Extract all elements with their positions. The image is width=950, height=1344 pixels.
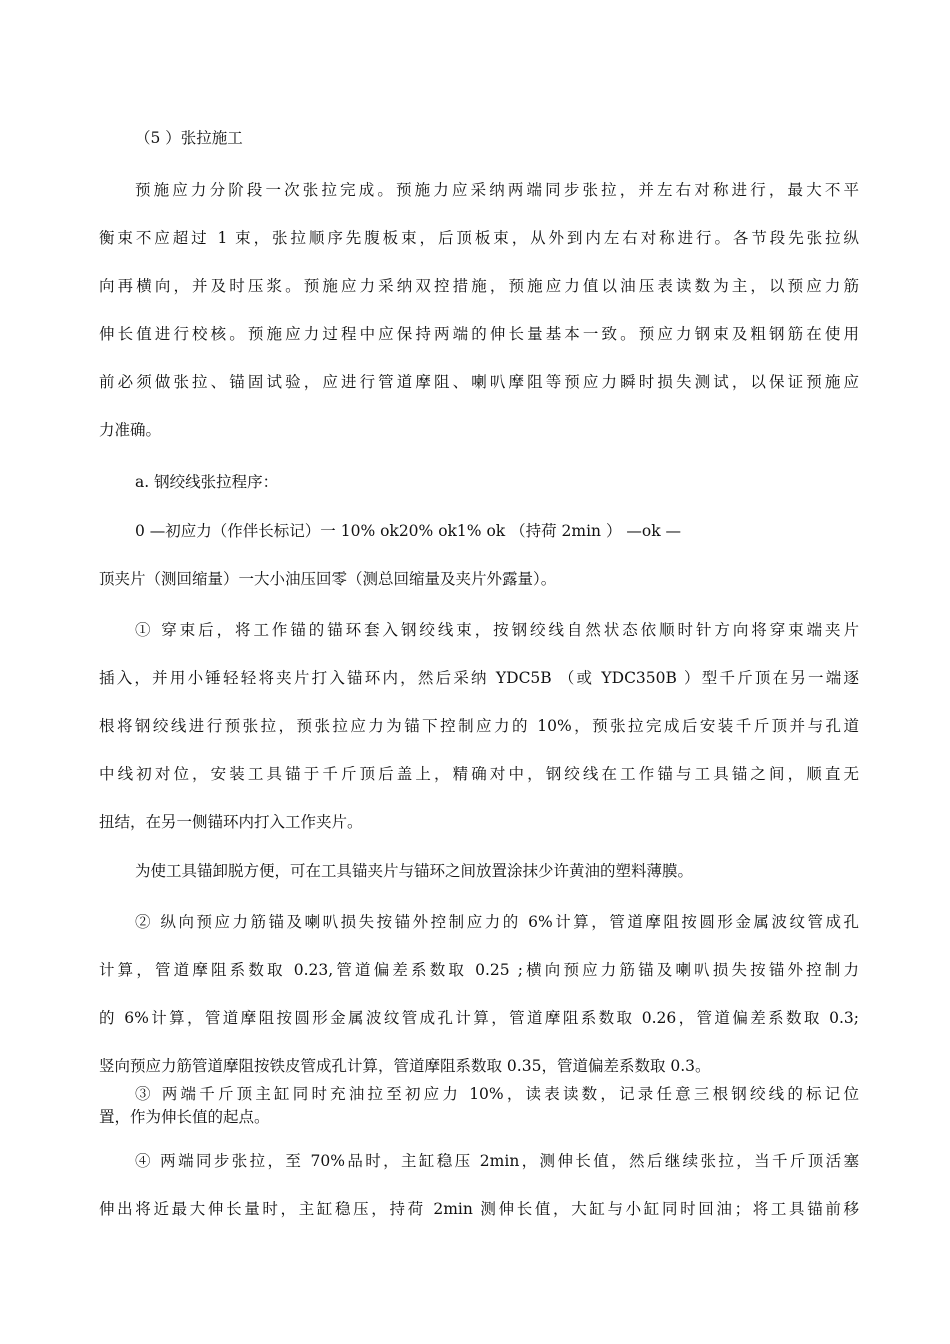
- paragraph-2-line-1: ① 穿束后，将工作锚的锚环套入钢绞线束，按钢绞线自然状态依顺时针方向将穿束端夹片: [135, 621, 859, 639]
- paragraph-1-line-3: 向再横向，并及时压浆。预施应力采纳双控措施，预施应力值以油压表读数为主，以预应力筋: [99, 277, 859, 295]
- paragraph-2-line-2: 插入，并用小锤轻轻将夹片打入锚环内，然后采纳 YDC5B （或 YDC350B ）型千斤顶在另一端逐: [99, 669, 859, 687]
- paragraph-1-line-1: 预施应力分阶段一次张拉完成。预施力应采纳两端同步张拉，并左右对称进行，最大不平: [135, 181, 859, 199]
- section-heading: （5 ）张拉施工: [135, 129, 243, 147]
- sequence-line-1: 0 —初应力（作伴长标记）一 10% ok20% ok1% ok （持荷 2min ） —ok —: [135, 522, 682, 540]
- paragraph-5-line-1: ③ 两端千斤顶主缸同时充油拉至初应力 10%，读表读数，记录任意三根钢绞线的标记位: [135, 1085, 859, 1103]
- sequence-line-2: 顶夹片（测回缩量）一大小油压回零（测总回缩量及夹片外露量）。: [99, 570, 557, 588]
- paragraph-1-line-2: 衡束不应超过 1 束，张拉顺序先腹板束，后顶板束，从外到内左右对称进行。各节段先张拉纵: [99, 229, 859, 247]
- paragraph-4-line-4: 竖向预应力筋管道摩阻按铁皮管成孔计算，管道摩阻系数取 0.35，管道偏差系数取 0.3。: [99, 1057, 711, 1075]
- subheading-a: a. 钢绞线张拉程序：: [135, 473, 279, 491]
- paragraph-6-line-2: 伸出将近最大伸长量时，主缸稳压，持荷 2min 测伸长值，大缸与小缸同时回油；将工具锚前移: [99, 1200, 859, 1218]
- paragraph-1-line-5: 前必须做张拉、锚固试验，应进行管道摩阻、喇叭摩阻等预应力瞬时损失测试，以保证预施应: [99, 373, 859, 391]
- paragraph-2-line-3: 根将钢绞线进行预张拉，预张拉应力为锚下控制应力的 10%，预张拉完成后安装千斤顶并与孔道: [99, 717, 859, 735]
- paragraph-2-line-5: 扭结，在另一侧锚环内打入工作夹片。: [99, 813, 363, 831]
- paragraph-1-line-4: 伸长值进行校核。预施应力过程中应保持两端的伸长量基本一致。预应力钢束及粗钢筋在使用: [99, 325, 859, 343]
- paragraph-4-line-2: 计算，管道摩阻系数取 0.23,管道偏差系数取 0.25 ;横向预应力筋锚及喇叭损失按锚外控制力: [99, 961, 859, 979]
- paragraph-4-line-3: 的 6%计算，管道摩阻按圆形金属波纹管成孔计算，管道摩阻系数取 0.26，管道偏差系数取 0.3;: [99, 1009, 859, 1027]
- paragraph-4-line-1: ② 纵向预应力筋锚及喇叭损失按锚外控制应力的 6%计算，管道摩阻按圆形金属波纹管成孔: [135, 913, 859, 931]
- paragraph-6-line-1: ④ 两端同步张拉，至 70%品时，主缸稳压 2min，测伸长值，然后继续张拉，当千斤顶活塞: [135, 1152, 859, 1170]
- paragraph-2-line-4: 中线初对位，安装工具锚于千斤顶后盖上，精确对中，钢绞线在工作锚与工具锚之间，顺直无: [99, 765, 859, 783]
- paragraph-5-line-2: 置，作为伸长值的起点。: [99, 1108, 270, 1126]
- paragraph-1-line-6: 力准确。: [99, 421, 162, 439]
- paragraph-3: 为使工具锚卸脱方便，可在工具锚夹片与锚环之间放置涂抹少许黄油的塑料薄膜。: [135, 862, 694, 880]
